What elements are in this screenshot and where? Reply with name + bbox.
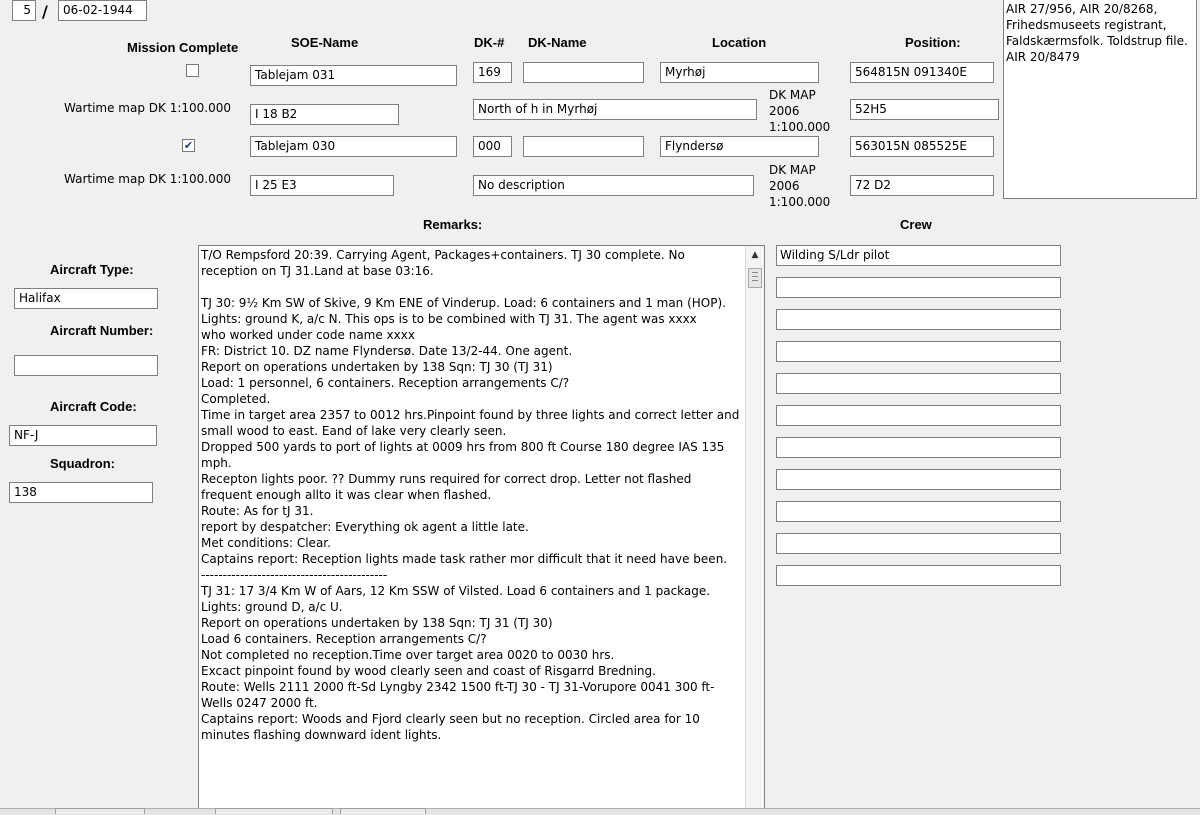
description-field-1[interactable]: North of h in Myrhøj (473, 99, 757, 120)
aircraft-type-label: Aircraft Type: (50, 262, 134, 277)
remarks-label: Remarks: (423, 217, 483, 232)
remarks-textarea[interactable] (198, 245, 765, 815)
mission-complete-checkbox-1[interactable] (186, 64, 199, 77)
soe-name-field-1[interactable]: Tablejam 031 (250, 65, 457, 86)
crew-member-field[interactable] (776, 533, 1061, 554)
dk-number-field-1[interactable]: 169 (473, 62, 512, 83)
crew-member-field[interactable] (776, 405, 1061, 426)
mission-complete-checkbox-2[interactable]: ✔ (183, 139, 194, 152)
aircraft-number-field[interactable] (14, 355, 158, 376)
position-header: Position: (905, 35, 961, 50)
crew-member-field[interactable] (776, 437, 1061, 458)
dk-map-label-1: DK MAP 2006 1:100.000 (769, 88, 831, 134)
dk-map-ref-field-1[interactable]: 52H5 (850, 99, 999, 120)
record-separator: / (42, 2, 48, 21)
wartime-map-ref-field-2[interactable]: I 25 E3 (250, 175, 394, 196)
description-field-2[interactable]: No description (473, 175, 754, 196)
crew-member-field[interactable] (776, 277, 1061, 298)
crew-label: Crew (900, 217, 932, 232)
crew-member-field[interactable] (776, 565, 1061, 586)
location-field-2[interactable]: Flyndersø (660, 136, 819, 157)
location-header: Location (712, 35, 767, 50)
soe-name-field-2[interactable]: Tablejam 030 (250, 136, 457, 157)
aircraft-code-label: Aircraft Code: (50, 399, 137, 414)
date-field[interactable]: 06-02-1944 (58, 0, 147, 21)
dk-number-header: DK-# (474, 35, 505, 50)
remarks-scrollbar[interactable] (745, 246, 764, 814)
wartime-map-ref-field-1[interactable]: I 18 B2 (250, 104, 399, 125)
crew-member-field[interactable] (776, 373, 1061, 394)
bottom-tab-1[interactable] (55, 808, 145, 814)
squadron-label: Squadron: (50, 456, 115, 471)
position-field-1[interactable]: 564815N 091340E (850, 62, 994, 83)
scroll-thumb[interactable] (748, 268, 762, 288)
crew-member-field[interactable]: Wilding S/Ldr pilot (776, 245, 1061, 266)
aircraft-type-field[interactable]: Halifax (14, 288, 158, 309)
squadron-field[interactable]: 138 (9, 482, 153, 503)
bottom-tab-3[interactable] (340, 808, 426, 814)
sources-notes-field[interactable]: AIR 27/956, AIR 20/8268, Frihedsmuseets registrant, Faldskærmsfolk. Toldstrup file. AIR 20/8479 (1003, 0, 1197, 199)
crew-member-field[interactable] (776, 309, 1061, 330)
dk-map-label-2: DK MAP 2006 1:100.000 (769, 163, 831, 209)
dk-map-ref-field-2[interactable]: 72 D2 (850, 175, 994, 196)
location-field-1[interactable]: Myrhøj (660, 62, 819, 83)
remarks-text: T/O Rempsford 20:39. Carrying Agent, Packages+containers. TJ 30 complete. No reception on TJ 31.Land at base 03:16. TJ 30: 9½ Km SW of Skive, 9 Km ENE of Vinderup. Load: 6 containers and 1 man (HOP). Lights: ground K, a/c N. This ops is to be combined with TJ 31. The agent was xxxx who worked under code name xxxx FR: District 10. DZ name Flyndersø. Date 13/2-44. One agent. Report on operations undertaken by 138 Sqn: TJ 30 (TJ 31) Load: 1 personnel, 6 containers. Reception arrangements C/? Completed. Time in target area 2357 to 0012 hrs.Pinpoint found by three lights and correct letter and small wood to east. Eand of lake very clearly seen. Dropped 500 yards to port of lights at 0009 hrs from 800 ft Course 180 degree IAS 135 mph. Recepton lights poor. ?? Dummy runs required for correct drop. Letter not flashed frequent enough allto it was clear when flashed. Route: As for tJ 31. report by despatcher: Everything ok agent a little late. Met conditions: Clear. Captains report: Reception lights made task rather mor difficult that it need have been. ------------------------------------------- TJ 31: 17 3/4 Km W of Aars, 12 Km SSW of Vilsted. Load 6 containers and 1 package. Lights: ground D, a/c U. Report on operations undertaken by 138 Sqn: TJ 31 (TJ 30) Load 6 containers. Reception arrangements C/? Not completed no reception.Time over target area 0020 to 0030 hrs. Excact pinpoint found by wood clearly seen and coast of Risgarrd Bredning. Route: Wells 2111 2000 ft-Sd Lyngby 2342 1500 ft-TJ 30 - TJ 31-Vorupore 0041 300 ft-Wells 0247 2000 ft. Captains report: Woods and Fjord clearly seen but no reception. Circled area for 10 minutes flashing downward ident lights. (201, 248, 740, 742)
aircraft-code-field[interactable]: NF-J (9, 425, 157, 446)
dk-number-field-2[interactable]: 000 (473, 136, 512, 157)
record-number-field[interactable]: 5 (12, 0, 36, 21)
mission-complete-header: Mission Complete (127, 40, 239, 55)
dk-name-header: DK-Name (528, 35, 587, 50)
aircraft-number-label: Aircraft Number: (50, 323, 154, 338)
position-field-2[interactable]: 563015N 085525E (850, 136, 994, 157)
scroll-up-arrow-icon[interactable]: ▲ (751, 250, 759, 260)
dk-name-field-2[interactable] (523, 136, 644, 157)
bottom-tab-2[interactable] (215, 808, 333, 814)
crew-member-field[interactable] (776, 501, 1061, 522)
crew-member-field[interactable] (776, 469, 1061, 490)
wartime-map-label-1: Wartime map DK 1:100.000 (64, 101, 232, 115)
wartime-map-label-2: Wartime map DK 1:100.000 (64, 172, 232, 186)
dk-name-field-1[interactable] (523, 62, 644, 83)
soe-name-header: SOE-Name (291, 35, 359, 50)
crew-member-field[interactable] (776, 341, 1061, 362)
